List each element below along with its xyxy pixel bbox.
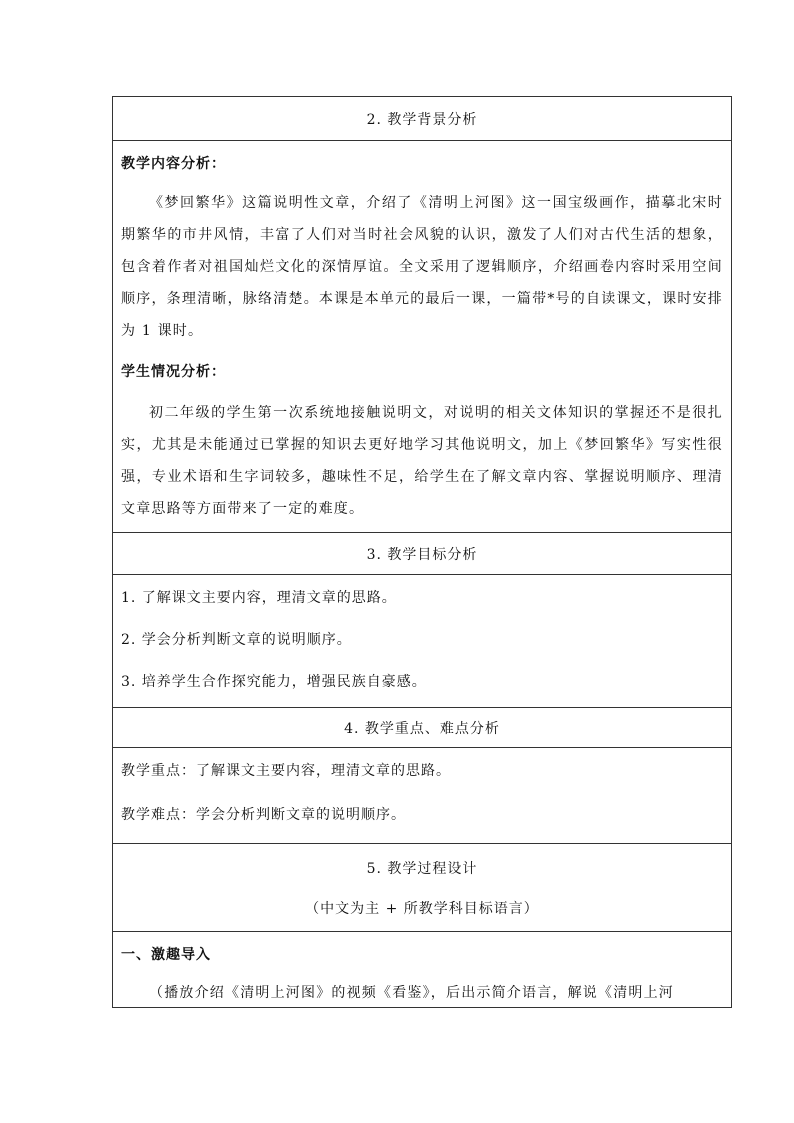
intro-cell: [113, 932, 732, 1008]
goal-item: 1. 了解课文主要内容，理清文章的思路。: [121, 590, 397, 606]
intro-heading: 一、激趣导入: [121, 947, 211, 963]
content-analysis-text: 《梦回繁华》这篇说明性文章，介绍了《清明上河图》这一国宝级画作，描摹北宋时期繁华的市井风情，丰富了人们对当时社会风貌的认识，激发了人们对古代生活的想象，包含着作者对祖国灿烂文化的深情厚谊。全文采用了逻辑顺序，介绍画卷内容时采用空间顺序，条理清晰，脉络清楚。本课是本单元的最后一课，一篇带*号的自读课文，课时安排为 1 课时。: [121, 195, 723, 339]
key-difficult-cell: [113, 748, 732, 844]
key-difficult-title: 4. 教学重点、难点分析: [113, 708, 732, 748]
intro-text: （播放介绍《清明上河图》的视频《看鉴》，后出示简介语言，解说《清明上河: [149, 985, 674, 1001]
goal-item: 2. 学会分析判断文章的说明顺序。: [121, 632, 352, 648]
process-design-title: 5. 教学过程设计: [366, 861, 478, 877]
key-point: 教学重点：了解课文主要内容，理清文章的思路。: [121, 763, 451, 779]
process-design-subtitle: （中文为主 + 所教学科目标语言）: [305, 901, 539, 917]
difficult-point: 教学难点：学会分析判断文章的说明顺序。: [121, 807, 406, 823]
background-analysis-title: 2. 教学背景分析: [113, 97, 732, 141]
background-analysis-cell: [113, 141, 732, 533]
goal-item: 3. 培养学生合作探究能力，增强民族自豪感。: [121, 674, 427, 690]
lesson-plan-table: [112, 96, 732, 1008]
goals-analysis-title: 3. 教学目标分析: [113, 533, 732, 575]
student-analysis-heading: 学生情况分析：: [121, 364, 226, 380]
student-analysis-text: 初二年级的学生第一次系统地接触说明文，对说明的相关文体知识的掌握还不是很扎实，尤其是未能通过已掌握的知识去更好地学习其他说明文，加上《梦回繁华》写实性很强，专业术语和生字词较多，趣味性不足，给学生在了解文章内容、掌握说明顺序、理清文章思路等方面带来了一定的难度。: [121, 405, 723, 517]
process-design-header: [113, 844, 732, 932]
goals-cell: [113, 575, 732, 708]
content-analysis-heading: 教学内容分析：: [121, 156, 226, 172]
